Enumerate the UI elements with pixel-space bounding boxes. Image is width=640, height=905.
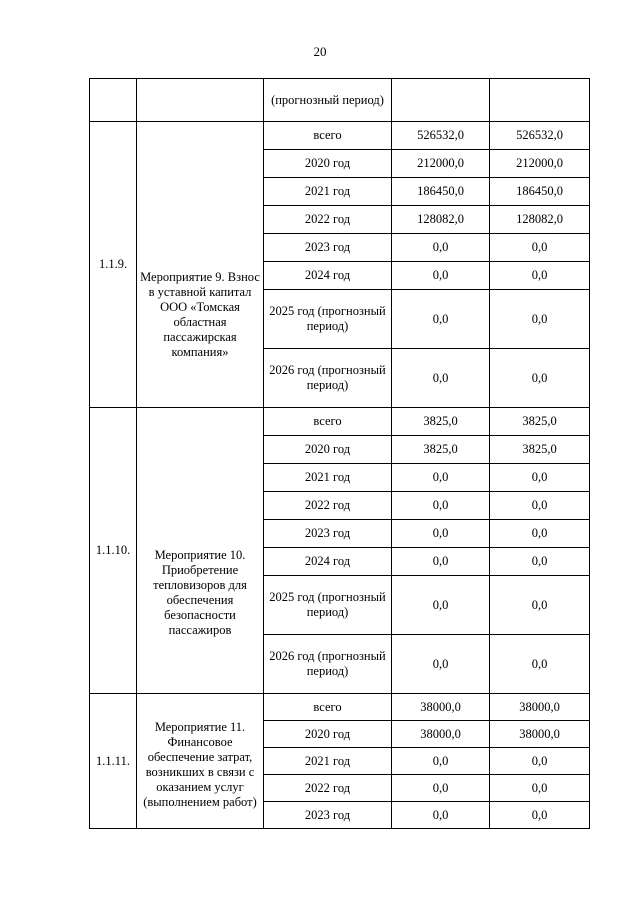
measure-name: Мероприятие 10. Приобретение тепловизоров для обеспечения безопасности пассажиров xyxy=(153,547,247,637)
period-cell: 2022 год xyxy=(264,492,392,520)
period-cell: 2026 год (прогнозный период) xyxy=(264,349,392,408)
value-cell: 0,0 xyxy=(490,548,590,576)
value-cell: 0,0 xyxy=(490,576,590,635)
page-number: 20 xyxy=(313,44,327,59)
table-row xyxy=(90,694,590,721)
name-cell xyxy=(137,408,264,694)
value-cell: 526532,0 xyxy=(392,122,490,150)
period-cell: 2025 год (прогнозный период) xyxy=(264,290,392,349)
value-cell: 128082,0 xyxy=(490,206,590,234)
period-cell: 2020 год xyxy=(264,721,392,748)
value-cell: 0,0 xyxy=(490,349,590,408)
value-cell: 0,0 xyxy=(392,775,490,802)
value-cell: 38000,0 xyxy=(392,694,490,721)
value-cell: 38000,0 xyxy=(490,721,590,748)
period-cell: 2023 год xyxy=(264,802,392,829)
value-cell: 0,0 xyxy=(490,775,590,802)
code-cell xyxy=(90,79,137,122)
period-cell: 2020 год xyxy=(264,436,392,464)
period-cell: 2021 год xyxy=(264,464,392,492)
period-cell: 2026 год (прогнозный период) xyxy=(264,635,392,694)
value-cell: 0,0 xyxy=(490,802,590,829)
budget-table xyxy=(89,78,590,829)
name-cell xyxy=(137,122,264,408)
value-cell: 0,0 xyxy=(392,520,490,548)
value-cell: 0,0 xyxy=(392,234,490,262)
value-cell: 212000,0 xyxy=(392,150,490,178)
code-cell: 1.1.10. xyxy=(90,408,137,694)
name-cell xyxy=(137,694,264,829)
value-cell: 3825,0 xyxy=(490,436,590,464)
value-cell: 0,0 xyxy=(490,290,590,349)
period-cell: 2023 год xyxy=(264,234,392,262)
period-cell: 2021 год xyxy=(264,748,392,775)
value-cell xyxy=(490,79,590,122)
value-cell: 186450,0 xyxy=(392,178,490,206)
value-cell: 0,0 xyxy=(392,576,490,635)
period-cell: 2022 год xyxy=(264,206,392,234)
period-cell: 2021 год xyxy=(264,178,392,206)
period-cell: 2020 год xyxy=(264,150,392,178)
value-cell: 38000,0 xyxy=(490,694,590,721)
table-row-continuation xyxy=(90,79,590,122)
value-cell: 0,0 xyxy=(490,464,590,492)
period-cell: 2024 год xyxy=(264,262,392,290)
value-cell: 212000,0 xyxy=(490,150,590,178)
value-cell: 0,0 xyxy=(392,349,490,408)
value-cell: 526532,0 xyxy=(490,122,590,150)
value-cell: 0,0 xyxy=(490,748,590,775)
value-cell: 0,0 xyxy=(490,234,590,262)
value-cell: 0,0 xyxy=(490,635,590,694)
value-cell: 0,0 xyxy=(392,548,490,576)
period-cell: 2024 год xyxy=(264,548,392,576)
period-cell: (прогнозный период) xyxy=(264,79,392,122)
value-cell: 0,0 xyxy=(490,520,590,548)
table-row xyxy=(90,408,590,436)
value-cell: 0,0 xyxy=(392,635,490,694)
value-cell: 0,0 xyxy=(490,492,590,520)
value-cell: 0,0 xyxy=(490,262,590,290)
value-cell: 3825,0 xyxy=(490,408,590,436)
value-cell: 3825,0 xyxy=(392,436,490,464)
value-cell: 0,0 xyxy=(392,464,490,492)
value-cell: 0,0 xyxy=(392,290,490,349)
value-cell xyxy=(392,79,490,122)
period-cell: всего xyxy=(264,694,392,721)
code-cell: 1.1.9. xyxy=(90,122,137,408)
period-cell: 2025 год (прогнозный период) xyxy=(264,576,392,635)
period-cell: всего xyxy=(264,408,392,436)
value-cell: 0,0 xyxy=(392,802,490,829)
period-cell: 2022 год xyxy=(264,775,392,802)
value-cell: 128082,0 xyxy=(392,206,490,234)
measure-name: Мероприятие 11. Финансовое обеспечение затрат, возникших в связи с оказанием услуг (выполнением работ) xyxy=(143,720,257,809)
name-cell xyxy=(137,79,264,122)
period-cell: 2023 год xyxy=(264,520,392,548)
value-cell: 3825,0 xyxy=(392,408,490,436)
value-cell: 186450,0 xyxy=(490,178,590,206)
period-cell: всего xyxy=(264,122,392,150)
value-cell: 0,0 xyxy=(392,748,490,775)
code-cell: 1.1.11. xyxy=(90,694,137,829)
table-row xyxy=(90,122,590,150)
value-cell: 38000,0 xyxy=(392,721,490,748)
measure-name: Мероприятие 9. Взнос в уставной капитал ООО «Томская областная пассажирская компания» xyxy=(140,269,260,359)
value-cell: 0,0 xyxy=(392,262,490,290)
value-cell: 0,0 xyxy=(392,492,490,520)
